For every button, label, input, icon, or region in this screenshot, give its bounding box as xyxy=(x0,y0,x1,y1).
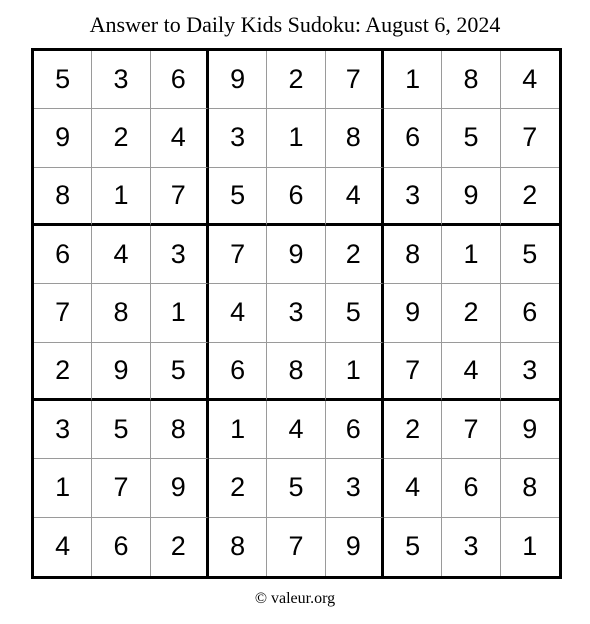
sudoku-cell: 1 xyxy=(326,343,384,401)
sudoku-cell: 1 xyxy=(442,226,500,284)
sudoku-cell: 1 xyxy=(267,109,325,167)
sudoku-cell: 5 xyxy=(151,343,209,401)
sudoku-cell: 8 xyxy=(501,459,559,517)
sudoku-cell: 9 xyxy=(501,401,559,459)
sudoku-cell: 7 xyxy=(501,109,559,167)
sudoku-cell: 3 xyxy=(442,518,500,576)
sudoku-cell: 7 xyxy=(267,518,325,576)
sudoku-cell: 8 xyxy=(267,343,325,401)
sudoku-cell: 1 xyxy=(34,459,92,517)
sudoku-cell: 5 xyxy=(442,109,500,167)
sudoku-cell: 7 xyxy=(384,343,442,401)
sudoku-cell: 8 xyxy=(92,284,150,342)
sudoku-cell: 9 xyxy=(442,168,500,226)
sudoku-cell: 9 xyxy=(34,109,92,167)
sudoku-cell: 8 xyxy=(384,226,442,284)
sudoku-cell: 4 xyxy=(501,51,559,109)
sudoku-cell: 9 xyxy=(151,459,209,517)
sudoku-cell: 7 xyxy=(92,459,150,517)
sudoku-cell: 5 xyxy=(209,168,267,226)
sudoku-cell: 4 xyxy=(442,343,500,401)
sudoku-cell: 8 xyxy=(34,168,92,226)
sudoku-cell: 2 xyxy=(326,226,384,284)
sudoku-cell: 5 xyxy=(34,51,92,109)
sudoku-cell: 8 xyxy=(442,51,500,109)
sudoku-cell: 3 xyxy=(92,51,150,109)
sudoku-cell: 8 xyxy=(209,518,267,576)
sudoku-cell: 1 xyxy=(209,401,267,459)
sudoku-cell: 6 xyxy=(209,343,267,401)
sudoku-cell: 2 xyxy=(151,518,209,576)
sudoku-cell: 6 xyxy=(326,401,384,459)
sudoku-cell: 2 xyxy=(267,51,325,109)
sudoku-cell: 5 xyxy=(501,226,559,284)
sudoku-cell: 5 xyxy=(267,459,325,517)
sudoku-cell: 6 xyxy=(501,284,559,342)
sudoku-cell: 4 xyxy=(209,284,267,342)
sudoku-cell: 3 xyxy=(501,343,559,401)
sudoku-cell: 4 xyxy=(92,226,150,284)
sudoku-cell: 7 xyxy=(442,401,500,459)
sudoku-cell: 5 xyxy=(384,518,442,576)
sudoku-cell: 2 xyxy=(442,284,500,342)
sudoku-cell: 7 xyxy=(151,168,209,226)
sudoku-board xyxy=(31,48,562,579)
sudoku-cell: 3 xyxy=(326,459,384,517)
sudoku-cell: 9 xyxy=(92,343,150,401)
sudoku-cell: 6 xyxy=(34,226,92,284)
sudoku-cell: 6 xyxy=(384,109,442,167)
sudoku-cell: 6 xyxy=(151,51,209,109)
sudoku-cell: 2 xyxy=(209,459,267,517)
sudoku-cell: 9 xyxy=(326,518,384,576)
sudoku-cell: 4 xyxy=(326,168,384,226)
sudoku-cell: 9 xyxy=(209,51,267,109)
copyright-footer: © valeur.org xyxy=(254,590,336,607)
sudoku-cell: 4 xyxy=(384,459,442,517)
sudoku-cell: 3 xyxy=(151,226,209,284)
sudoku-cell: 3 xyxy=(209,109,267,167)
sudoku-cell: 3 xyxy=(384,168,442,226)
sudoku-cell: 6 xyxy=(267,168,325,226)
sudoku-cell: 1 xyxy=(151,284,209,342)
sudoku-cell: 5 xyxy=(92,401,150,459)
sudoku-cell: 1 xyxy=(522,531,538,562)
sudoku-cell: 8 xyxy=(151,401,209,459)
sudoku-cell: 7 xyxy=(326,51,384,109)
sudoku-cell: 4 xyxy=(151,109,209,167)
sudoku-cell: 6 xyxy=(442,459,500,517)
sudoku-cell: 1 xyxy=(384,51,442,109)
page-title: Answer to Daily Kids Sudoku: August 6, 2024 xyxy=(89,12,501,37)
sudoku-cell: 7 xyxy=(34,284,92,342)
sudoku-cell: 4 xyxy=(267,401,325,459)
sudoku-cell: 5 xyxy=(326,284,384,342)
sudoku-cell: 4 xyxy=(34,518,92,576)
sudoku-cell: 8 xyxy=(326,109,384,167)
sudoku-cell: 2 xyxy=(501,168,559,226)
sudoku-cell: 3 xyxy=(34,401,92,459)
sudoku-cell: 7 xyxy=(209,226,267,284)
sudoku-cell: 6 xyxy=(92,518,150,576)
sudoku-cell: 3 xyxy=(267,284,325,342)
sudoku-cell: 2 xyxy=(384,401,442,459)
sudoku-cell: 2 xyxy=(34,343,92,401)
sudoku-cell: 1 xyxy=(92,168,150,226)
sudoku-cell: 2 xyxy=(92,109,150,167)
sudoku-cell: 9 xyxy=(267,226,325,284)
sudoku-cell: 9 xyxy=(384,284,442,342)
